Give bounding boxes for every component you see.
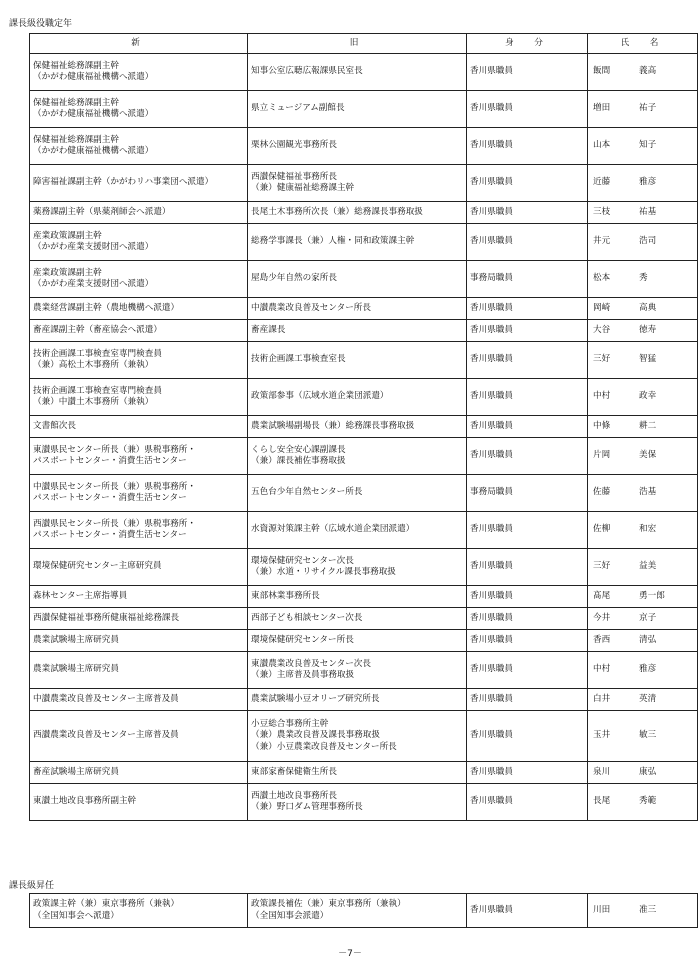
status-cell: 香川県職員 — [467, 54, 588, 91]
surname: 近藤 — [593, 177, 611, 188]
old-post-cell: 政策課長補佐（兼）東京事務所（兼執） （全国知事会派遣） — [248, 894, 467, 928]
name-cell — [588, 711, 698, 762]
given-name: 勇一郎 — [639, 590, 665, 601]
new-post-cell: 中讃県民センター所長（兼）県税事務所・ パスポートセンター・消費生活センター — [30, 475, 248, 512]
name-cell — [588, 342, 698, 379]
surname: 松本 — [593, 273, 611, 284]
surname: 玉井 — [593, 730, 611, 741]
status-cell: 香川県職員 — [467, 416, 588, 438]
name-cell — [588, 298, 698, 320]
name-cell — [588, 475, 698, 512]
table-row — [30, 379, 698, 416]
old-post-cell: 環境保健研究センター所長 — [248, 630, 467, 652]
table-row — [30, 608, 698, 630]
name-cell — [588, 784, 698, 821]
given-name: 英清 — [639, 693, 657, 704]
given-name: 准三 — [639, 904, 657, 915]
status-cell: 香川県職員 — [467, 784, 588, 821]
old-post-cell: 水資源対策課主幹（広域水道企業団派遣） — [248, 512, 467, 549]
surname: 佐藤 — [593, 487, 611, 498]
given-name: 秀範 — [639, 796, 657, 807]
status-cell: 香川県職員 — [467, 762, 588, 784]
name-cell — [588, 608, 698, 630]
surname: 三枝 — [593, 206, 611, 217]
status-cell: 香川県職員 — [467, 894, 588, 928]
given-name: 政幸 — [639, 391, 657, 402]
given-name: 祐基 — [639, 206, 657, 217]
old-post-cell: 畜産課長 — [248, 320, 467, 342]
old-post-cell: 小豆総合事務所主幹 （兼）農業改良普及課長事務取扱 （兼）小豆農業改良普及センター所長 — [248, 711, 467, 762]
surname: 中條 — [593, 420, 611, 431]
name-cell — [588, 762, 698, 784]
status-cell: 香川県職員 — [467, 320, 588, 342]
surname: 山本 — [593, 140, 611, 151]
status-cell: 香川県職員 — [467, 91, 588, 128]
table-row — [30, 512, 698, 549]
old-post-cell: 総務学事課長（兼）人権・同和政策課主幹 — [248, 224, 467, 261]
name-cell — [588, 165, 698, 202]
name-cell — [588, 512, 698, 549]
old-post-cell: 政策部参事（広域水道企業団派遣） — [248, 379, 467, 416]
new-post-cell: 産業政策課副主幹 （かがわ産業支援財団へ派遣） — [30, 261, 248, 298]
new-post-cell: 農業試験場主席研究員 — [30, 652, 248, 689]
name-cell — [588, 416, 698, 438]
given-name: 智猛 — [639, 354, 657, 365]
status-cell: 香川県職員 — [467, 608, 588, 630]
name-cell — [588, 202, 698, 224]
status-cell: 香川県職員 — [467, 224, 588, 261]
status-cell: 香川県職員 — [467, 711, 588, 762]
table-row — [30, 165, 698, 202]
name-cell — [588, 689, 698, 711]
given-name: 和宏 — [639, 524, 657, 535]
surname: 中村 — [593, 664, 611, 675]
old-post-cell: くらし安全安心課副課長 （兼）課長補佐事務取扱 — [248, 438, 467, 475]
given-name: 敏三 — [639, 730, 657, 741]
new-post-cell: 環境保健研究センター主席研究員 — [30, 549, 248, 586]
given-name: 祐子 — [639, 103, 657, 114]
new-post-cell: 東讃県民センター所長（兼）県税事務所・ パスポートセンター・消費生活センター — [30, 438, 248, 475]
surname: 大谷 — [593, 324, 611, 335]
table-row — [30, 298, 698, 320]
status-cell: 香川県職員 — [467, 630, 588, 652]
surname: 中村 — [593, 391, 611, 402]
old-post-cell: 長尾土木事務所次長（兼）総務課長事務取扱 — [248, 202, 467, 224]
new-post-cell: 森林センター主席指導員 — [30, 586, 248, 608]
surname: 今井 — [593, 612, 611, 623]
section-title-retirement: 課長級役職定年 — [9, 19, 73, 29]
given-name: 雅彦 — [639, 664, 657, 675]
table-row — [30, 549, 698, 586]
table-row — [30, 438, 698, 475]
new-post-cell: 技術企画課工事検査室専門検査員 （兼）中讃土木事務所（兼執） — [30, 379, 248, 416]
surname: 三好 — [593, 354, 611, 365]
given-name: 美保 — [639, 450, 657, 461]
new-post-cell: 畜産試験場主席研究員 — [30, 762, 248, 784]
new-post-cell: 畜産課副主幹（畜産協会へ派遣） — [30, 320, 248, 342]
table-header-row — [30, 34, 698, 54]
new-post-cell: 農業試験場主席研究員 — [30, 630, 248, 652]
name-cell — [588, 261, 698, 298]
table-row — [30, 652, 698, 689]
status-cell: 香川県職員 — [467, 342, 588, 379]
personnel-table-promotion — [29, 893, 698, 928]
name-cell — [588, 549, 698, 586]
new-post-cell: 障害福祉課副主幹（かがわリハ事業団へ派遣） — [30, 165, 248, 202]
table-row — [30, 689, 698, 711]
old-post-cell: 県立ミュージアム副館長 — [248, 91, 467, 128]
new-post-cell: 農業経営課副主幹（農地機構へ派遣） — [30, 298, 248, 320]
old-post-cell: 環境保健研究センター次長 （兼）水道・リサイクル課長事務取扱 — [248, 549, 467, 586]
section-title-promotion: 課長級昇任 — [9, 881, 55, 891]
table-row — [30, 762, 698, 784]
given-name: 浩基 — [639, 487, 657, 498]
given-name: 浩司 — [639, 236, 657, 247]
new-post-cell: 技術企画課工事検査室専門検査員 （兼）高松土木事務所（兼執） — [30, 342, 248, 379]
surname: 川田 — [593, 904, 611, 915]
name-cell — [588, 224, 698, 261]
table-row — [30, 202, 698, 224]
old-post-cell: 五色台少年自然センター所長 — [248, 475, 467, 512]
new-post-cell: 西讃保健福祉事務所健康福祉総務課長 — [30, 608, 248, 630]
name-cell — [588, 54, 698, 91]
header-old: 旧 — [248, 34, 467, 54]
name-cell — [588, 894, 698, 928]
given-name: 徳寿 — [639, 324, 657, 335]
table-row — [30, 475, 698, 512]
header-status: 身 分 — [467, 34, 588, 54]
name-cell — [588, 91, 698, 128]
old-post-cell: 東讃農業改良普及センター次長 （兼）主席普及員事務取扱 — [248, 652, 467, 689]
name-cell — [588, 586, 698, 608]
table-row — [30, 630, 698, 652]
table-row — [30, 91, 698, 128]
old-post-cell: 西讃保健福祉事務所長 （兼）健康福祉総務課主幹 — [248, 165, 467, 202]
old-post-cell: 東部林業事務所長 — [248, 586, 467, 608]
given-name: 義高 — [639, 66, 657, 77]
status-cell: 香川県職員 — [467, 128, 588, 165]
given-name: 高典 — [639, 302, 657, 313]
old-post-cell: 東部家畜保健衛生所長 — [248, 762, 467, 784]
table-row — [30, 54, 698, 91]
status-cell: 香川県職員 — [467, 438, 588, 475]
name-cell — [588, 128, 698, 165]
old-post-cell: 中讃農業改良普及センター所長 — [248, 298, 467, 320]
surname: 白井 — [593, 693, 611, 704]
surname: 片岡 — [593, 450, 611, 461]
given-name: 康弘 — [639, 766, 657, 777]
new-post-cell: 保健福祉総務課副主幹 （かがわ健康福祉機構へ派遣） — [30, 128, 248, 165]
status-cell: 事務局職員 — [467, 261, 588, 298]
status-cell: 香川県職員 — [467, 652, 588, 689]
old-post-cell: 栗林公園観光事務所長 — [248, 128, 467, 165]
table-row — [30, 261, 698, 298]
status-cell: 香川県職員 — [467, 549, 588, 586]
name-cell — [588, 379, 698, 416]
personnel-table-retirement — [29, 33, 698, 821]
status-cell: 香川県職員 — [467, 379, 588, 416]
new-post-cell: 中讃農業改良普及センター主席普及員 — [30, 689, 248, 711]
new-post-cell: 西讃農業改良普及センター主席普及員 — [30, 711, 248, 762]
given-name: 秀 — [639, 273, 648, 284]
surname: 泉川 — [593, 766, 611, 777]
surname: 飯間 — [593, 66, 611, 77]
new-post-cell: 東讃土地改良事務所副主幹 — [30, 784, 248, 821]
table-row — [30, 586, 698, 608]
old-post-cell: 農業試験場副場長（兼）総務課長事務取扱 — [248, 416, 467, 438]
status-cell: 事務局職員 — [467, 475, 588, 512]
header-name: 氏 名 — [588, 34, 698, 54]
given-name: 清弘 — [639, 634, 657, 645]
given-name: 益美 — [639, 561, 657, 572]
new-post-cell: 保健福祉総務課副主幹 （かがわ健康福祉機構へ派遣） — [30, 91, 248, 128]
status-cell: 香川県職員 — [467, 202, 588, 224]
status-cell: 香川県職員 — [467, 165, 588, 202]
name-cell — [588, 652, 698, 689]
new-post-cell: 西讃県民センター所長（兼）県税事務所・ パスポートセンター・消費生活センター — [30, 512, 248, 549]
table-row — [30, 894, 698, 928]
table-row — [30, 224, 698, 261]
surname: 井元 — [593, 236, 611, 247]
old-post-cell: 西讃土地改良事務所長 （兼）野口ダム管理事務所長 — [248, 784, 467, 821]
new-post-cell: 政策課主幹（兼）東京事務所（兼執） （全国知事会へ派遣） — [30, 894, 248, 928]
new-post-cell: 保健福祉総務課副主幹 （かがわ健康福祉機構へ派遣） — [30, 54, 248, 91]
given-name: 耕二 — [639, 420, 657, 431]
old-post-cell: 知事公室広聴広報課県民室長 — [248, 54, 467, 91]
surname: 香西 — [593, 634, 611, 645]
page-number: －7－ — [338, 949, 362, 959]
status-cell: 香川県職員 — [467, 512, 588, 549]
old-post-cell: 技術企画課工事検査室長 — [248, 342, 467, 379]
given-name: 京子 — [639, 612, 657, 623]
old-post-cell: 農業試験場小豆オリーブ研究所長 — [248, 689, 467, 711]
surname: 岡崎 — [593, 302, 611, 313]
given-name: 知子 — [639, 140, 657, 151]
given-name: 雅彦 — [639, 177, 657, 188]
name-cell — [588, 630, 698, 652]
name-cell — [588, 320, 698, 342]
surname: 増田 — [593, 103, 611, 114]
name-cell — [588, 438, 698, 475]
old-post-cell: 屋島少年自然の家所長 — [248, 261, 467, 298]
table-row — [30, 128, 698, 165]
new-post-cell: 薬務課副主幹（県薬剤師会へ派遣） — [30, 202, 248, 224]
table-row — [30, 342, 698, 379]
table-row — [30, 711, 698, 762]
status-cell: 香川県職員 — [467, 298, 588, 320]
table-row — [30, 784, 698, 821]
surname: 佐柳 — [593, 524, 611, 535]
surname: 長尾 — [593, 796, 611, 807]
table-row — [30, 320, 698, 342]
status-cell: 香川県職員 — [467, 586, 588, 608]
new-post-cell: 文書館次長 — [30, 416, 248, 438]
status-cell: 香川県職員 — [467, 689, 588, 711]
surname: 髙尾 — [593, 590, 611, 601]
old-post-cell: 西部子ども相談センター次長 — [248, 608, 467, 630]
surname: 三好 — [593, 561, 611, 572]
header-new: 新 — [30, 34, 248, 54]
table-row — [30, 416, 698, 438]
new-post-cell: 産業政策課副主幹 （かがわ産業支援財団へ派遣） — [30, 224, 248, 261]
